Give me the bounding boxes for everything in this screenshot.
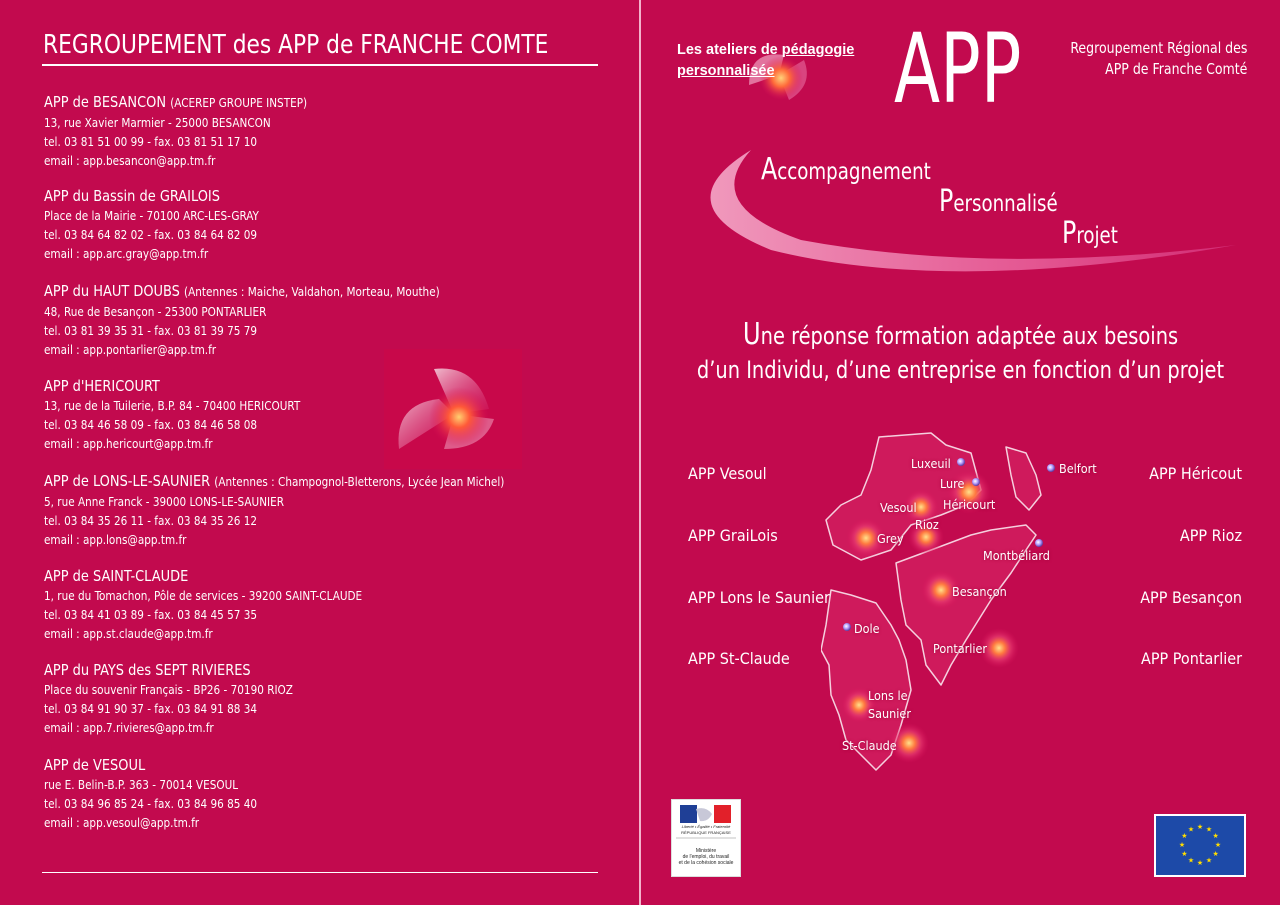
city-belfort: Belfort	[1059, 461, 1097, 476]
entry-address: Place de la Mairie - 70100 ARC-LES-GRAY	[44, 208, 259, 223]
entry-name: APP d'HERICOURT	[44, 377, 160, 395]
map-dot-lure	[972, 478, 980, 486]
map-dot-luxeuil	[957, 458, 965, 466]
app-left-grailois: APP GraiLois	[688, 526, 778, 545]
bottom-rule	[42, 872, 598, 873]
app-right-pontarlier: APP Pontarlier	[1141, 649, 1242, 668]
entry-name: APP de LONS-LE-SAUNIER	[44, 472, 211, 490]
city-hericourt: Héricourt	[943, 497, 996, 512]
app-left-vesoul: APP Vesoul	[688, 464, 767, 483]
entry-name: APP du PAYS des SEPT RIVIERES	[44, 661, 251, 679]
entry-sub: (ACEREP GROUPE INSTEP)	[170, 95, 308, 110]
entry-haut-doubs	[44, 281, 470, 359]
entry-vesoul	[44, 755, 273, 832]
entry-address: Place du souvenir Français - BP26 - 70190 RIOZ	[44, 682, 293, 697]
acronym-rest: ersonnalisé	[953, 191, 1058, 217]
entry-grailois	[44, 186, 275, 263]
entry-phone: tel. 03 84 41 03 89 - fax. 03 84 45 57 35	[44, 607, 258, 622]
tagline-part1: Les ateliers de	[677, 42, 782, 58]
decorative-flower-image	[384, 349, 522, 469]
right-panel	[641, 0, 1280, 905]
acronym-rest: ccompagnement	[777, 159, 931, 185]
entry-email[interactable]: email : app.arc.gray@app.tm.fr	[44, 246, 209, 261]
entry-name: APP du HAUT DOUBS	[44, 282, 180, 300]
acronym-personnalise	[939, 184, 1058, 219]
entry-phone: tel. 03 84 91 90 37 - fax. 03 84 91 88 34	[44, 701, 258, 716]
left-title: REGROUPEMENT des APP de FRANCHE COMTE	[43, 30, 549, 60]
city-dole: Dole	[854, 621, 880, 636]
app-right-besancon: APP Besançon	[1140, 588, 1242, 607]
region-map	[821, 425, 1111, 780]
entry-sept-rivieres	[44, 660, 312, 737]
city-lure: Lure	[940, 476, 965, 491]
entry-email[interactable]: email : app.besancon@app.tm.fr	[44, 153, 216, 168]
map-dot-montbeliard	[1035, 539, 1043, 547]
map-dot-belfort	[1047, 464, 1055, 472]
title-rule	[42, 64, 598, 66]
city-lons-line1: Lons le	[868, 688, 908, 703]
svg-text:★: ★	[1205, 856, 1213, 865]
entry-name: APP de SAINT-CLAUDE	[44, 567, 189, 585]
svg-text:★: ★	[1181, 832, 1188, 840]
svg-text:★: ★	[1214, 841, 1222, 849]
svg-text:★: ★	[1181, 850, 1188, 858]
entry-name: APP de VESOUL	[44, 756, 146, 774]
city-stclaude: St-Claude	[842, 738, 897, 753]
left-panel	[0, 0, 639, 905]
org-line2: APP de Franche Comté	[1104, 60, 1247, 78]
entry-address: 1, rue du Tomachon, Pôle de services - 39200 SAINT-CLAUDE	[44, 588, 363, 603]
headline-cap: U	[742, 317, 761, 352]
map-dot-dole	[843, 623, 851, 631]
entry-email[interactable]: email : app.hericourt@app.tm.fr	[44, 436, 213, 451]
entry-email[interactable]: email : app.7.rivieres@app.tm.fr	[44, 720, 214, 735]
entry-sub: (Antennes : Champognol-Bletterons, Lycée Jean Michel)	[214, 474, 505, 489]
entry-email[interactable]: email : app.pontarlier@app.tm.fr	[44, 342, 217, 357]
entry-address: 48, Rue de Besançon - 25300 PONTARLIER	[44, 304, 267, 319]
city-pontarlier: Pontarlier	[933, 641, 988, 656]
entry-phone: tel. 03 81 39 35 31 - fax. 03 81 39 75 79	[44, 323, 258, 338]
eu-flag-logo	[1154, 814, 1246, 877]
acronym-rest: rojet	[1076, 223, 1118, 249]
brand-logo-app: APP	[894, 13, 1022, 125]
app-right-hericourt: APP Héricout	[1149, 464, 1242, 483]
french-republic-logo	[671, 799, 741, 877]
entry-besancon	[44, 92, 327, 170]
acronym-cap: P	[939, 184, 954, 219]
tagline-line2: personnalisée	[677, 63, 775, 79]
entry-hericourt	[44, 376, 320, 453]
app-left-stclaude: APP St-Claude	[688, 649, 790, 668]
entry-sub: (Antennes : Maiche, Valdahon, Morteau, Mouthe)	[184, 284, 440, 299]
entry-phone: tel. 03 84 35 26 11 - fax. 03 84 35 26 12	[44, 513, 258, 528]
map-belfort	[1006, 447, 1041, 510]
city-lons-line2: Saunier	[868, 706, 911, 721]
fr-motto: Liberté • Égalité • Fraternité	[681, 824, 731, 829]
acronym-accompagnement	[761, 152, 931, 187]
organization-name	[1070, 38, 1247, 80]
headline-line1: ne réponse formation adaptée aux besoins	[760, 322, 1179, 350]
tagline	[677, 40, 854, 82]
entry-saint-claude	[44, 566, 386, 643]
acronym-projet	[1062, 216, 1118, 251]
entry-address: 13, rue de la Tuilerie, B.P. 84 - 70400 HERICOURT	[44, 398, 301, 413]
entry-phone: tel. 03 84 64 82 02 - fax. 03 84 64 82 09	[44, 227, 258, 242]
org-line1: Regroupement Régional des	[1069, 39, 1247, 57]
city-montbeliard: Montbéliard	[983, 548, 1050, 563]
svg-text:★: ★	[1212, 850, 1219, 858]
svg-text:★: ★	[1187, 825, 1195, 834]
eu-stars-graphic	[1156, 816, 1244, 875]
svg-text:★: ★	[1205, 825, 1213, 834]
svg-text:★: ★	[1212, 832, 1219, 840]
entry-address: 5, rue Anne Franck - 39000 LONS-LE-SAUNIER	[44, 494, 284, 509]
app-right-rioz: APP Rioz	[1179, 526, 1242, 545]
city-vesoul: Vesoul	[880, 500, 917, 515]
city-luxeuil: Luxeuil	[911, 456, 951, 471]
entry-phone: tel. 03 84 96 85 24 - fax. 03 84 96 85 40	[44, 796, 258, 811]
entry-name: APP du Bassin de GRAILOIS	[44, 187, 220, 205]
entry-address: rue E. Belin-B.P. 363 - 70014 VESOUL	[44, 777, 239, 792]
entry-lons-le-saunier	[44, 471, 539, 549]
entry-phone: tel. 03 81 51 00 99 - fax. 03 81 51 17 10	[44, 134, 258, 149]
tagline-part2: pédagogie	[781, 42, 855, 58]
entry-address: 13, rue Xavier Marmier - 25000 BESANCON	[44, 115, 271, 130]
svg-text:★: ★	[1196, 823, 1204, 831]
city-rioz: Rioz	[915, 517, 939, 532]
entry-email[interactable]: email : app.st.claude@app.tm.fr	[44, 626, 213, 641]
acronym-cap: A	[761, 152, 778, 187]
svg-text:★: ★	[1187, 856, 1195, 865]
headline-line2: d’un Individu, d’une entreprise en fonction d’un projet	[696, 356, 1225, 384]
headline	[673, 318, 1248, 387]
entry-name: APP de BESANCON	[44, 93, 167, 111]
acronym-cap: P	[1062, 216, 1077, 251]
city-grey: Grey	[877, 531, 904, 546]
svg-text:★: ★	[1196, 859, 1204, 867]
entry-email[interactable]: email : app.vesoul@app.tm.fr	[44, 815, 200, 830]
fr-republic: RÉPUBLIQUE FRANÇAISE	[681, 830, 731, 835]
entry-email[interactable]: email : app.lons@app.tm.fr	[44, 532, 187, 547]
app-left-lons: APP Lons le Saunier	[688, 588, 830, 607]
svg-text:★: ★	[1178, 841, 1186, 849]
flower-graphic	[384, 349, 522, 469]
fr-ministry: Ministère de l'emploi, du travail et de la cohésion sociale	[678, 848, 734, 866]
city-besancon: Besançon	[952, 584, 1007, 599]
entry-phone: tel. 03 84 46 58 09 - fax. 03 84 46 58 08	[44, 417, 258, 432]
